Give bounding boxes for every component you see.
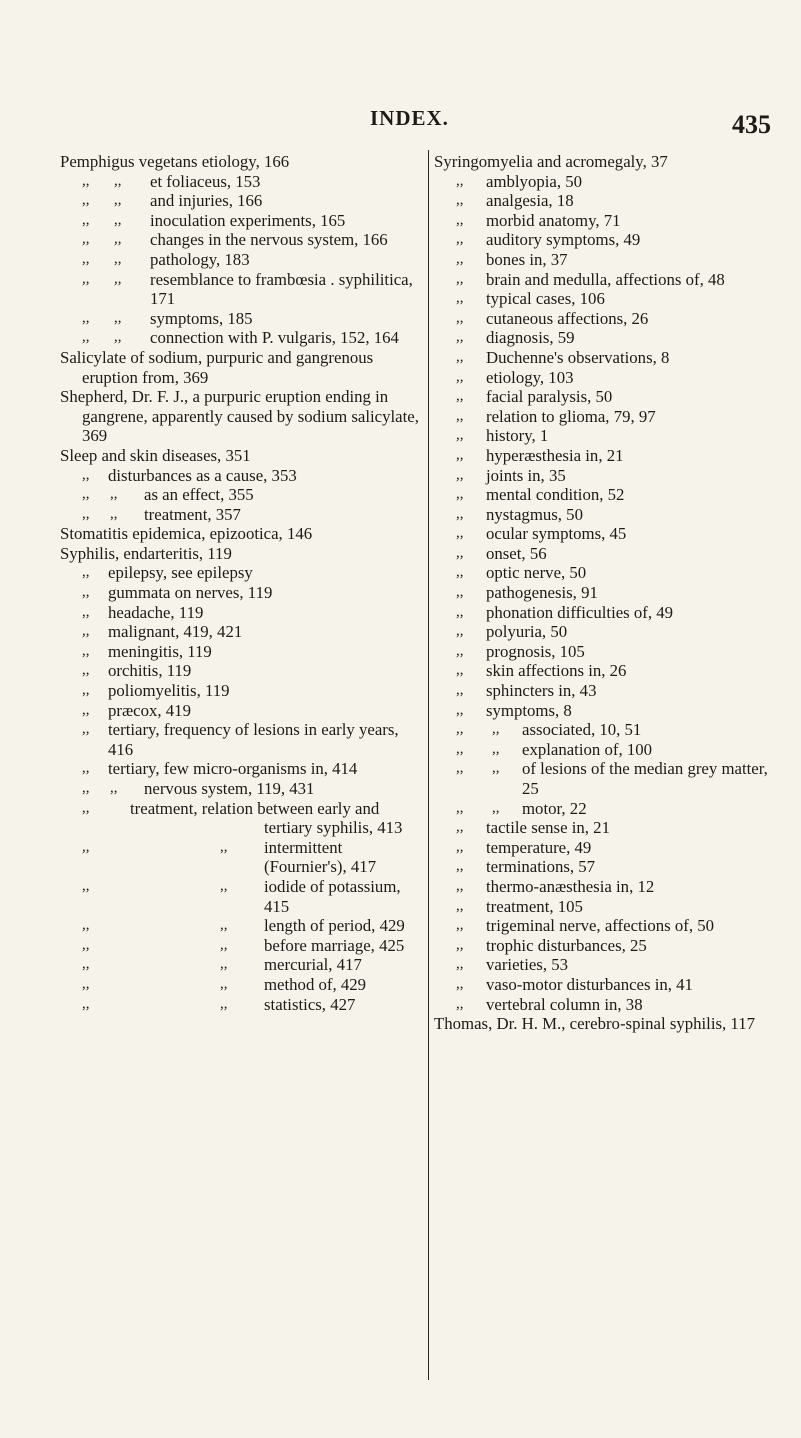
index-entry [60, 270, 422, 309]
ditto-mark: ,, [492, 721, 500, 738]
ditto-mark: ,, [82, 917, 90, 934]
ditto-mark: ,, [82, 192, 90, 209]
ditto-mark: ,, [82, 486, 90, 503]
index-entry [434, 524, 786, 544]
ditto-mark: ,, [456, 701, 464, 718]
entry-text: inoculation experiments, 165 [150, 210, 346, 230]
entry-text: Pemphigus vegetans etiology, 166 [60, 152, 290, 171]
index-entry [434, 897, 786, 917]
entry-text: Duchenne's observations, 8 [486, 347, 670, 367]
ditto-mark: ,, [456, 505, 464, 522]
entry-text: treatment, 357 [144, 504, 241, 524]
index-entry [434, 877, 786, 897]
index-entry [60, 661, 422, 681]
entry-text: phonation difficulties of, 49 [486, 602, 674, 622]
ditto-mark: ,, [220, 877, 228, 894]
ditto-mark: ,, [114, 329, 122, 346]
index-entry [434, 466, 786, 486]
ditto-mark: ,, [220, 838, 228, 855]
ditto-mark: ,, [82, 760, 90, 777]
ditto-mark: ,, [82, 309, 90, 326]
ditto-mark: ,, [82, 780, 90, 796]
ditto-mark: ,, [220, 995, 228, 1012]
ditto-mark: ,, [114, 192, 122, 209]
index-entry [434, 368, 786, 388]
index-entry [434, 975, 786, 995]
index-entry [434, 936, 786, 956]
ditto-mark: ,, [114, 250, 122, 267]
ditto-mark: ,, [114, 172, 122, 189]
entry-text: treatment, 105 [486, 896, 583, 916]
index-entry [60, 681, 422, 701]
ditto-mark: ,, [220, 975, 228, 992]
ditto-mark: ,, [456, 584, 464, 601]
ditto-mark: ,, [456, 192, 464, 209]
entry-text: mercurial, 417 [264, 955, 362, 975]
index-entry [434, 407, 786, 427]
entry-text: amblyopia, 50 [486, 171, 583, 191]
entry-text: disturbances as a cause, 353 [108, 465, 297, 485]
entry-text: varieties, 53 [486, 955, 569, 975]
ditto-mark: ,, [456, 427, 464, 444]
ditto-mark: ,, [82, 838, 90, 855]
entry-text: associated, 10, 51 [522, 720, 642, 740]
entry-text: motor, 22 [522, 798, 587, 818]
entry-text: nervous system, 119, 431 [144, 779, 315, 798]
entry-text: meningitis, 119 [108, 641, 212, 661]
index-entry [434, 289, 786, 309]
ditto-mark: ,, [456, 819, 464, 836]
entry-text: sphincters in, 43 [486, 681, 597, 701]
entry-text: and injuries, 166 [150, 191, 263, 211]
index-entry [60, 485, 422, 505]
ditto-mark: ,, [82, 799, 90, 816]
entry-text: Salicylate of sodium, purpuric and gangrenous eruption from, 369 [60, 347, 374, 387]
entry-text: symptoms, 185 [150, 308, 253, 328]
index-entry [60, 759, 422, 779]
entry-text: statistics, 427 [264, 994, 356, 1014]
index-entry [434, 1014, 786, 1034]
index-entry [60, 701, 422, 721]
index-entry [434, 485, 786, 505]
salicylate-to-syphilis-entries [60, 348, 422, 799]
ditto-mark: ,, [456, 407, 464, 424]
index-entry [434, 426, 786, 446]
ditto-mark: ,, [456, 936, 464, 953]
index-entry [60, 230, 422, 250]
entry-text: symptoms, 8 [486, 700, 572, 720]
entry-text: length of period, 429 [264, 916, 405, 936]
ditto-mark: ,, [114, 270, 122, 287]
index-entry [434, 211, 786, 231]
entry-text: Syringomyelia and acromegaly, 37 [434, 152, 668, 171]
entry-text: Syphilis, endarteritis, 119 [60, 543, 232, 563]
ditto-mark: ,, [456, 309, 464, 326]
ditto-mark: ,, [82, 623, 90, 640]
index-entry [60, 642, 422, 662]
index-entry [434, 681, 786, 701]
index-entry [60, 720, 422, 759]
ditto-mark: ,, [82, 603, 90, 620]
index-entry [434, 348, 786, 368]
ditto-mark: ,, [82, 877, 90, 894]
index-entry [434, 661, 786, 681]
index-entry [434, 838, 786, 858]
ditto-mark: ,, [114, 309, 122, 326]
entry-text: vertebral column in, 38 [486, 994, 643, 1014]
ditto-mark: ,, [456, 290, 464, 307]
index-entry [434, 250, 786, 270]
ditto-mark: ,, [82, 936, 90, 953]
entry-text: resemblance to frambœsia . syphilitica, 171 [150, 269, 413, 309]
index-entry [60, 622, 422, 642]
entry-text: optic nerve, 50 [486, 563, 587, 583]
index-entry [434, 328, 786, 348]
index-entry [434, 446, 786, 466]
entry-text: relation to glioma, 79, 97 [486, 406, 656, 426]
entry-text: malignant, 419, 421 [108, 622, 243, 642]
index-entry [60, 387, 422, 446]
ditto-mark: ,, [456, 662, 464, 679]
ditto-mark: ,, [456, 721, 464, 738]
index-entry [60, 211, 422, 231]
index-entry [434, 720, 786, 740]
ditto-mark: ,, [114, 231, 122, 248]
index-entry [60, 172, 422, 192]
ditto-mark: ,, [82, 995, 90, 1012]
entry-text: headache, 119 [108, 602, 204, 622]
index-entry [60, 995, 422, 1015]
ditto-mark: ,, [456, 231, 464, 248]
index-entry [434, 603, 786, 623]
entry-text: facial paralysis, 50 [486, 387, 613, 407]
index-entry [434, 152, 786, 172]
ditto-mark: ,, [456, 877, 464, 894]
ditto-mark: ,, [492, 740, 500, 757]
index-entry [60, 936, 422, 956]
ditto-mark: ,, [82, 270, 90, 287]
index-entry [60, 563, 422, 583]
ditto-mark: ,, [456, 270, 464, 287]
entry-text: præcox, 419 [108, 700, 191, 720]
index-entry [60, 877, 422, 916]
entry-text: pathology, 183 [150, 249, 250, 269]
ditto-mark: ,, [220, 917, 228, 934]
ditto-mark: ,, [456, 486, 464, 503]
ditto-mark: ,, [456, 956, 464, 973]
ditto-mark: ,, [82, 505, 90, 522]
ditto-mark: ,, [456, 642, 464, 659]
ditto-mark: ,, [456, 682, 464, 699]
entry-text: typical cases, 106 [486, 289, 605, 309]
index-entry [434, 759, 786, 798]
entry-text: Stomatitis epidemica, epizootica, 146 [60, 524, 313, 544]
entry-text: changes in the nervous system, 166 [150, 230, 388, 250]
entry-text: method of, 429 [264, 974, 367, 994]
ditto-mark: ,, [82, 975, 90, 992]
entry-text: bones in, 37 [486, 249, 568, 269]
ditto-mark: ,, [82, 564, 90, 581]
index-entry [60, 583, 422, 603]
entry-text: thermo-anæsthesia in, 12 [486, 876, 655, 896]
ditto-mark: ,, [82, 250, 90, 267]
index-entry [60, 799, 422, 838]
entry-text: explanation of, 100 [522, 739, 653, 759]
entry-text: treatment, relation between early and tertiary syphilis, 413 [130, 798, 403, 838]
entry-text: cutaneous affections, 26 [486, 308, 649, 328]
index-entry [434, 387, 786, 407]
entry-text: diagnosis, 59 [486, 328, 575, 348]
entry-text: analgesia, 18 [486, 191, 574, 211]
index-entry [60, 505, 422, 525]
ditto-mark: ,, [456, 348, 464, 365]
page-header [0, 106, 801, 146]
index-entry [434, 701, 786, 721]
entry-text: nystagmus, 50 [486, 504, 583, 524]
index-entry [434, 799, 786, 819]
page-number: 435 [732, 110, 771, 139]
ditto-mark: ,, [110, 486, 118, 503]
entry-text: pathogenesis, 91 [486, 583, 598, 603]
index-entry [434, 583, 786, 603]
index-entry [60, 779, 422, 799]
index-entry [434, 309, 786, 329]
right-column [434, 152, 786, 1034]
entry-text: polyuria, 50 [486, 622, 568, 642]
ditto-mark: ,, [456, 446, 464, 463]
entry-text: et foliaceus, 153 [150, 171, 261, 191]
index-entry [60, 544, 422, 564]
ditto-mark: ,, [492, 760, 500, 777]
ditto-mark: ,, [82, 956, 90, 973]
entry-text: tertiary, frequency of lesions in early years, 416 [108, 720, 399, 759]
index-entry [60, 250, 422, 270]
ditto-mark: ,, [110, 780, 118, 796]
entry-text: tertiary, few micro-organisms in, 414 [108, 759, 358, 779]
entry-text: intermittent (Fournier's), 417 [264, 837, 377, 877]
entry-text: tactile sense in, 21 [486, 818, 610, 838]
ditto-mark: ,, [456, 564, 464, 581]
ditto-mark: ,, [492, 799, 500, 816]
ditto-mark: ,, [456, 917, 464, 934]
ditto-mark: ,, [456, 995, 464, 1012]
ditto-mark: ,, [114, 211, 122, 228]
syringomyelia-entries [434, 152, 786, 1034]
index-entry [434, 563, 786, 583]
ditto-mark: ,, [110, 505, 118, 522]
ditto-mark: ,, [456, 368, 464, 385]
index-entry [60, 191, 422, 211]
entry-text: skin affections in, 26 [486, 661, 627, 681]
index-entry [60, 348, 422, 387]
ditto-mark: ,, [82, 172, 90, 189]
index-entry [434, 191, 786, 211]
ditto-mark: ,, [456, 388, 464, 405]
entry-text: Sleep and skin diseases, 351 [60, 445, 251, 465]
entry-text: morbid anatomy, 71 [486, 210, 621, 230]
index-entry [60, 328, 422, 348]
entry-text: before marriage, 425 [264, 935, 405, 955]
index-entry [434, 544, 786, 564]
index-entry [60, 446, 422, 466]
ditto-mark: ,, [456, 544, 464, 561]
entry-text: auditory symptoms, 49 [486, 230, 641, 250]
entry-text: onset, 56 [486, 543, 547, 563]
entry-text: history, 1 [486, 426, 549, 446]
index-entry [60, 524, 422, 544]
ditto-mark: ,, [456, 740, 464, 757]
index-entry [434, 740, 786, 760]
entry-text: of lesions of the median grey matter, 25 [522, 759, 768, 798]
entry-text: Thomas, Dr. H. M., cerebro-spinal syphilis, 117 [434, 1014, 755, 1034]
entry-text: Shepherd, Dr. F. J., a purpuric eruption ending in gangrene, apparently caused by sodium salicylate, 369 [60, 387, 419, 446]
ditto-mark: ,, [456, 525, 464, 542]
index-entry [60, 152, 422, 172]
ditto-mark: ,, [82, 642, 90, 659]
index-entry [60, 916, 422, 936]
running-title: INDEX. [370, 106, 449, 130]
index-entry [434, 642, 786, 662]
index-entry [434, 995, 786, 1015]
index-entry [434, 172, 786, 192]
entry-text: hyperæsthesia in, 21 [486, 445, 624, 465]
entry-text: connection with P. vulgaris, 152, 164 [150, 328, 399, 348]
ditto-mark: ,, [220, 956, 228, 973]
ditto-mark: ,, [456, 466, 464, 483]
entry-text: poliomyelitis, 119 [108, 681, 230, 701]
index-entry [60, 955, 422, 975]
index-entry [60, 603, 422, 623]
entry-text: trigeminal nerve, affections of, 50 [486, 916, 715, 936]
entry-text: vaso-motor disturbances in, 41 [486, 974, 693, 994]
index-entry [434, 505, 786, 525]
index-entry [60, 975, 422, 995]
left-column [60, 152, 422, 1014]
ditto-mark: ,, [456, 603, 464, 620]
entry-text: epilepsy, see epilepsy [108, 563, 253, 583]
index-entry [434, 857, 786, 877]
entry-text: orchitis, 119 [108, 661, 192, 681]
ditto-mark: ,, [82, 466, 90, 483]
ditto-mark: ,, [82, 682, 90, 699]
entry-text: prognosis, 105 [486, 641, 585, 661]
index-entry [434, 955, 786, 975]
index-entry [434, 818, 786, 838]
ditto-mark: ,, [82, 662, 90, 679]
entry-text: brain and medulla, affections of, 48 [486, 269, 725, 289]
entry-text: temperature, 49 [486, 837, 592, 857]
entry-text: gummata on nerves, 119 [108, 583, 273, 603]
ditto-mark: ,, [82, 211, 90, 228]
ditto-mark: ,, [82, 721, 90, 738]
ditto-mark: ,, [456, 838, 464, 855]
ditto-mark: ,, [456, 799, 464, 816]
pemphigus-entries [60, 152, 422, 348]
ditto-mark: ,, [82, 231, 90, 248]
index-entry [434, 230, 786, 250]
ditto-mark: ,, [456, 975, 464, 992]
ditto-mark: ,, [456, 760, 464, 777]
ditto-mark: ,, [456, 329, 464, 346]
entry-text: mental condition, 52 [486, 485, 625, 505]
index-entry [434, 916, 786, 936]
ditto-mark: ,, [82, 584, 90, 601]
column-divider [428, 150, 429, 1380]
ditto-mark: ,, [220, 936, 228, 953]
index-entry [60, 466, 422, 486]
entry-text: joints in, 35 [486, 465, 566, 485]
index-entry [434, 622, 786, 642]
ditto-mark: ,, [456, 211, 464, 228]
entry-text: trophic disturbances, 25 [486, 935, 647, 955]
entry-text: ocular symptoms, 45 [486, 524, 627, 544]
index-entry [60, 838, 422, 877]
ditto-mark: ,, [456, 250, 464, 267]
ditto-mark: ,, [82, 329, 90, 346]
entry-text: iodide of potassium, 415 [264, 876, 401, 916]
entry-text: as an effect, 355 [144, 485, 254, 505]
entry-text: terminations, 57 [486, 857, 596, 877]
index-entry [60, 309, 422, 329]
ditto-mark: ,, [82, 701, 90, 718]
ditto-mark: ,, [456, 172, 464, 189]
ditto-mark: ,, [456, 858, 464, 875]
ditto-mark: ,, [456, 897, 464, 914]
entry-text: etiology, 103 [486, 367, 574, 387]
ditto-mark: ,, [456, 623, 464, 640]
index-entry [434, 270, 786, 290]
syphilis-treatment-entries [60, 799, 422, 1015]
